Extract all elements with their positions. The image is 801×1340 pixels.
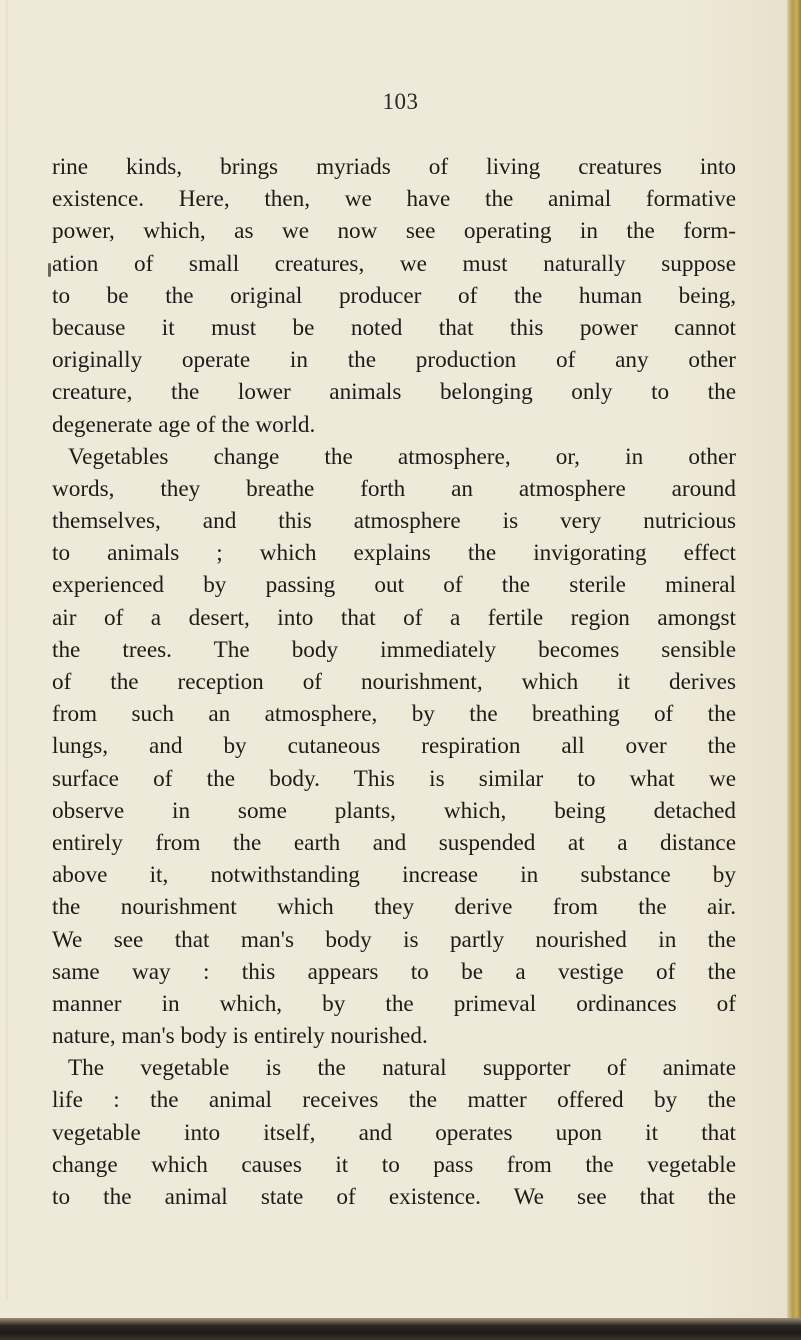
text-line: change which causes it to pass from the vegetable <box>52 1151 736 1178</box>
text-line: air of a desert, into that of a fertile region amongst <box>52 604 736 631</box>
text-line: ation of small creatures, we must naturally suppose <box>52 250 736 277</box>
text-line: to be the original producer of the human being, <box>52 282 736 309</box>
text-line: the trees. The body immediately becomes sensible <box>52 636 736 663</box>
text-line-paragraph-end: degenerate age of the world. <box>52 411 316 438</box>
ink-mark <box>48 263 51 277</box>
text-line: because it must be noted that this power cannot <box>52 314 736 341</box>
text-line: entirely from the earth and suspended at a distance <box>52 829 736 856</box>
text-line: words, they breathe forth an atmosphere around <box>52 475 736 502</box>
text-line: power, which, as we now see operating in the form- <box>52 218 736 245</box>
text-line: observe in some plants, which, being detached <box>52 797 736 824</box>
text-line: lungs, and by cutaneous respiration all over the <box>52 733 736 760</box>
text-line: We see that man's body is partly nourished in the <box>52 926 736 953</box>
text-line: to animals ; which explains the invigorating effect <box>52 540 736 567</box>
body-text <box>52 151 736 1213</box>
text-line-paragraph-start: Vegetables change the atmosphere, or, in other <box>68 443 736 470</box>
text-line: existence. Here, then, we have the animal formative <box>52 186 736 213</box>
book-bottom-edge <box>0 1318 801 1340</box>
text-line: experienced by passing out of the sterile mineral <box>52 572 736 599</box>
text-line: rine kinds, brings myriads of living creatures into <box>52 154 736 180</box>
page-gutter-shadow <box>6 0 9 1300</box>
text-line-paragraph-start: The vegetable is the natural supporter of animate <box>68 1055 736 1082</box>
text-line: themselves, and this atmosphere is very nutricious <box>52 508 736 535</box>
text-line: of the reception of nourishment, which it derives <box>52 669 736 695</box>
text-line: from such an atmosphere, by the breathing of the <box>52 701 736 728</box>
text-line: manner in which, by the primeval ordinances of <box>52 990 736 1017</box>
text-line: life : the animal receives the matter offered by the <box>52 1087 736 1114</box>
text-line: surface of the body. This is similar to what we <box>52 765 736 792</box>
text-line: to the animal state of existence. We see that the <box>52 1184 736 1210</box>
text-line: originally operate in the production of any other <box>52 347 736 374</box>
text-line: creature, the lower animals belonging only to the <box>52 379 736 406</box>
text-line: above it, notwithstanding increase in substance by <box>52 862 736 889</box>
text-line: same way : this appears to be a vestige of the <box>52 958 736 985</box>
text-line: vegetable into itself, and operates upon it that <box>52 1119 736 1146</box>
text-line: the nourishment which they derive from the air. <box>52 894 736 921</box>
text-line-paragraph-end: nature, man's body is entirely nourished. <box>52 1023 428 1050</box>
page-number: 103 <box>382 89 419 114</box>
gilt-page-edge <box>787 0 801 1340</box>
